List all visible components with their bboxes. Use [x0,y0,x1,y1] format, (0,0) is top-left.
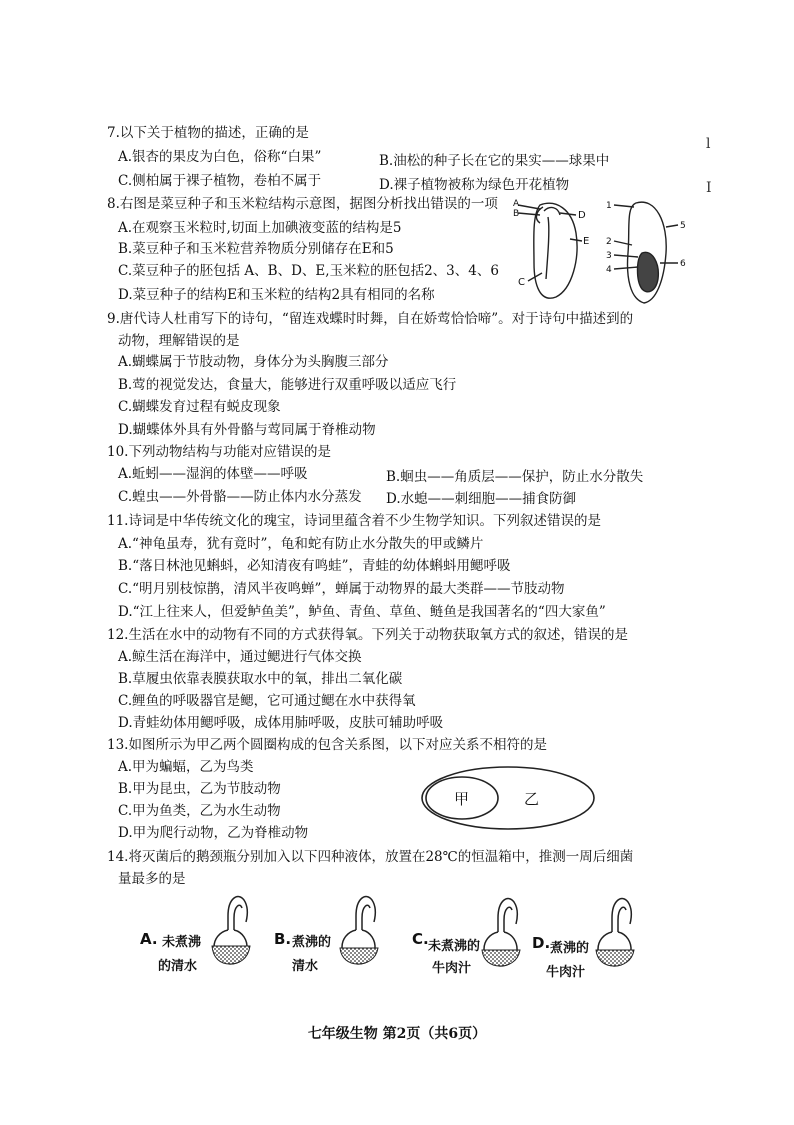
question-9-stem-line-2: 动物，理解错误的是 [118,333,240,349]
question-8-option-a: A.在观察玉米粒时,切面上加碘液变蓝的结构是5 [118,220,402,236]
question-12-option-c: C.鲤鱼的呼吸器官是鳃，它可通过鳃在水中获得氧 [118,693,416,709]
question-9-stem-line-1: 9.唐代诗人杜甫写下的诗句，“留连戏蝶时时舞，自在娇莺恰恰啼”。对于诗句中描述到的 [107,311,634,327]
bean-seed-diagram [518,203,582,298]
question-10-option-d: D.水螅——刺细胞——捕食防御 [386,491,577,507]
seed-structure-figure [510,193,700,305]
flask-a-letter: A. [140,930,158,948]
flask-b-label-2: 清水 [292,959,319,974]
question-13-option-d: D.甲为爬行动物，乙为脊椎动物 [118,825,309,841]
question-8-option-b: B.菜豆种子和玉米粒营养物质分别储存在E和5 [118,241,394,257]
question-12-option-d: D.青蛙幼体用鳃呼吸，成体用肺呼吸，皮肤可辅助呼吸 [118,715,444,731]
question-7-option-c: C.侧柏属于裸子植物，卷柏不属于 [118,173,322,189]
margin-mark-2: I [706,180,712,196]
bean-label-b: B [513,209,520,219]
bean-label-a: A [513,199,520,209]
bean-label-c: C [518,277,525,288]
question-11-option-c: C.“明月别枝惊鹊，清风半夜鸣蝉”，蝉属于动物界的最大类群——节肢动物 [118,581,565,597]
question-7-stem: 7.以下关于植物的描述，正确的是 [107,125,309,141]
question-9-option-a: A.蝴蝶属于节肢动物，身体分为头胸腹三部分 [118,354,389,370]
bean-label-d: D [578,210,586,221]
question-13-option-c: C.甲为鱼类，乙为水生动物 [118,803,281,819]
flask-options-figure [138,888,658,998]
flask-option-a [140,897,250,974]
outer-circle-label: 乙 [524,790,540,808]
question-10-stem: 10.下列动物结构与功能对应错误的是 [107,444,331,460]
question-13-stem: 13.如图所示为甲乙两个圆圈构成的包含关系图，以下对应关系不相符的是 [107,737,547,753]
corn-label-1: 1 [606,201,612,211]
flask-b-liquid [340,948,378,964]
question-7-option-b: B.油松的种子长在它的果实——球果中 [379,153,610,169]
flask-a-liquid [212,946,250,964]
question-8-stem: 8.右图是菜豆种子和玉米粒结构示意图，据图分析找出错误的一项 [107,196,498,212]
question-7-option-d: D.裸子植物被称为绿色开花植物 [379,177,570,193]
question-14-stem-line-2: 量最多的是 [118,871,186,887]
flask-d-label-1: 煮沸的 [550,941,590,956]
flask-c-liquid [482,950,520,966]
question-14-stem-line-1: 14.将灭菌后的鹅颈瓶分别加入以下四种液体，放置在28℃的恒温箱中，推测一周后细菌 [107,849,634,865]
question-11-option-a: A.“神龟虽寿，犹有竟时”，龟和蛇有防止水分散失的甲或鳞片 [118,536,484,552]
question-12-stem: 12.生活在水中的动物有不同的方式获得氧。下列关于动物获取氧方式的叙述，错误的是 [107,627,628,643]
question-12-option-a: A.鲸生活在海洋中，通过鳃进行气体交换 [118,649,362,665]
flask-option-d [532,899,634,980]
corn-label-4: 4 [606,265,612,275]
question-11-stem: 11.诗词是中华传统文化的瑰宝，诗词里蕴含着不少生物学知识。下列叙述错误的是 [107,513,601,529]
page-footer: 七年级生物 第2页（共6页） [307,1026,487,1042]
question-8-option-d: D.菜豆种子的结构E和玉米粒的结构2具有相同的名称 [118,287,435,303]
corn-label-3: 3 [606,251,612,261]
question-11-option-d: D.“江上往来人，但爱鲈鱼美”，鲈鱼、青鱼、草鱼、鲢鱼是我国著名的“四大家鱼” [118,604,606,620]
flask-b-label-1: 煮沸的 [292,935,332,950]
flask-d-label-2: 牛肉汁 [546,965,586,980]
flask-a-label-2: 的清水 [158,959,198,974]
question-10-option-b: B.蛔虫——角质层——保护，防止水分散失 [386,469,644,485]
flask-c-label-1: 未煮沸的 [428,939,481,954]
flask-a-label-1: 未煮沸 [162,935,202,950]
margin-mark-1: l [706,136,711,152]
flask-option-b [274,897,378,974]
question-9-option-d: D.蝴蝶体外具有外骨骼与莺同属于脊椎动物 [118,422,376,438]
flask-c-letter: C. [412,930,429,948]
flask-d-letter: D. [532,934,551,952]
question-13-option-b: B.甲为昆虫，乙为节肢动物 [118,781,281,797]
outer-circle-yi [422,767,594,829]
question-12-option-b: B.草履虫依靠表膜获取水中的氧，排出二氧化碳 [118,671,403,687]
question-13-option-a: A.甲为蝙蝠，乙为鸟类 [118,759,254,775]
question-10-option-a: A.蚯蚓——湿润的体壁——呼吸 [118,466,308,482]
question-11-option-b: B.“落日林池见蝌蚪，必知清夜有鸣蛙”，青蛙的幼体蝌蚪用鳃呼吸 [118,558,511,574]
corn-label-5: 5 [680,221,686,231]
question-9-option-b: B.莺的视觉发达，食量大，能够进行双重呼吸以适应飞行 [118,377,457,393]
corn-kernel-diagram [614,202,678,303]
question-8-option-c: C.菜豆种子的胚包括 A、B、D、E,玉米粒的胚包括2、3、4、6 [118,263,499,279]
flask-c-label-2: 牛肉汁 [432,961,472,976]
flask-b-letter: B. [274,930,292,948]
corn-label-6: 6 [680,259,686,269]
question-9-option-c: C.蝴蝶发育过程有蜕皮现象 [118,399,281,415]
question-7-option-a: A.银杏的果皮为白色，俗称“白果” [118,149,322,165]
inner-circle-label: 甲 [454,790,470,808]
bean-label-e: E [583,236,590,247]
question-10-option-c: C.蝗虫——外骨骼——防止体内水分蒸发 [118,489,362,505]
inclusion-diagram [420,764,596,832]
corn-label-2: 2 [606,237,612,247]
flask-d-liquid [596,950,634,966]
flask-option-c [412,899,520,976]
